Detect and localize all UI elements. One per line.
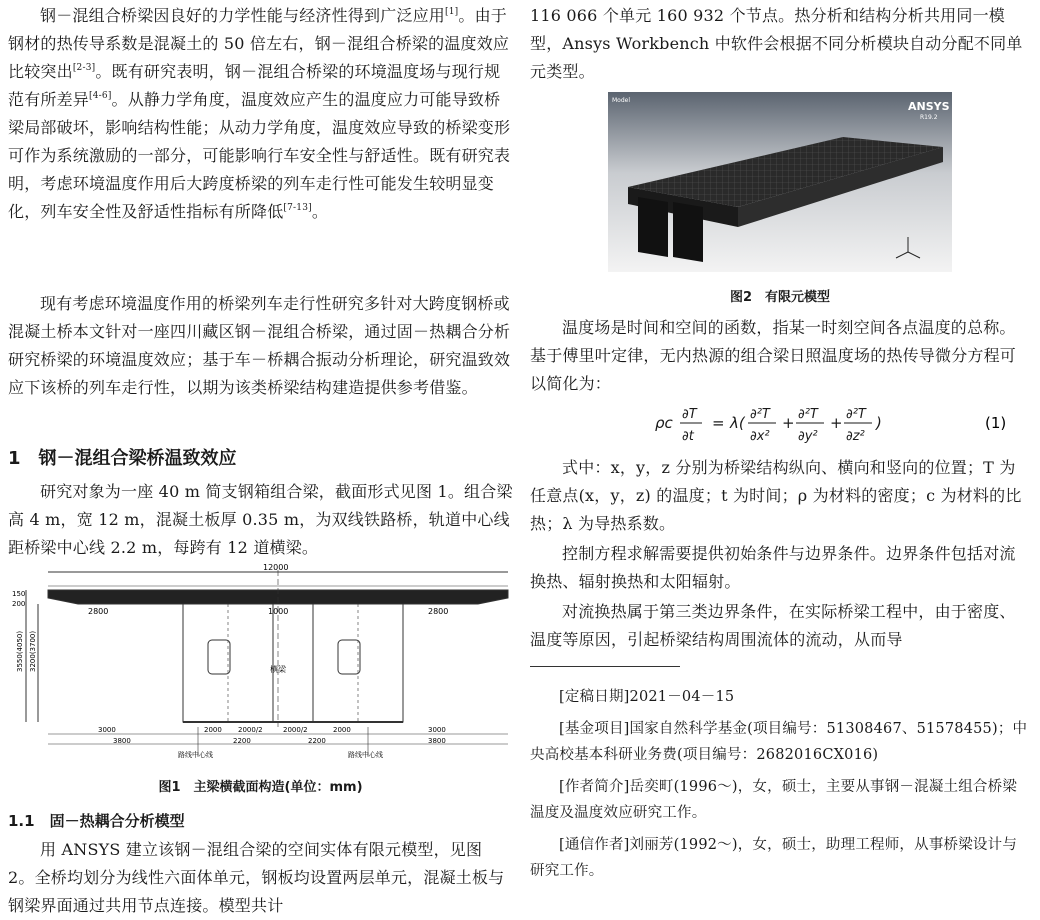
- figure-1-caption: 图1 主梁横截面构造(单位：mm): [158, 780, 363, 795]
- convection-paragraph: 对流换热属于第三类边界条件，在实际桥梁工程中，由于密度、温度等原因，引起桥梁结构周围流体的流动，从而导: [530, 602, 1016, 649]
- cross-section-drawing: [8, 562, 513, 762]
- dim-d2: 200: [12, 600, 26, 608]
- svg-text:=: =: [712, 414, 725, 432]
- svg-text:λ(: λ(: [730, 414, 745, 432]
- dim-top: 12000: [263, 563, 289, 572]
- svg-text:∂t: ∂t: [682, 429, 694, 444]
- conditions-paragraph: 控制方程求解需要提供初始条件与边界条件。边界条件包括对流换热、辐射换热和太阳辐射。: [530, 544, 1016, 591]
- footnote-rule: [530, 666, 680, 667]
- svg-text:∂T: ∂T: [682, 407, 697, 422]
- footnotes: [530, 684, 1030, 884]
- figure-2-caption: 图2 有限元模型: [729, 290, 831, 305]
- research-paragraph: 现有考虑环境温度作用的桥梁列车走行性研究多针对大跨度钢桥或混凝土桥本文针对一座四川藏区钢－混组合桥梁，通过固－热耦合分析研究桥梁的环境温度效应；基于车－桥耦合振动分析理论，研究温致效应下该桥的列车走行性，以期为该类桥梁结构建造提供参考借鉴。: [8, 294, 511, 397]
- intro-paragraph: 钢－混组合桥梁因良好的力学性能与经济性得到广泛应用[1]。由于钢材的热传导系数是混凝土的 50 倍左右，钢－混组合桥梁的温度效应比较突出[2-3]。既有研究表明，钢－混组合桥梁的环境温度场与现行规范有所差异[4-6]。从静力学角度，温度效应产生的温度应力可能导致桥梁局部破坏，影响结构性能；从动力学角度，温度效应导致的桥梁变形可作为系统激励的一部分，可能影响行车安全性与舒适性。既有研究表明，考虑环境温度作用后大跨度桥梁的列车走行性可能发生较明显变化，列车安全性及舒适性指标有所降低[7-13]。: [8, 6, 511, 221]
- svg-text:∂x²: ∂x²: [750, 429, 770, 444]
- model-paragraph: 用 ANSYS 建立该钢－混组合梁的空间实体有限元模型，见图 2。全桥均划分为线性六面体单元，钢板均设置两层单元，混凝土板与钢梁界面通过共用节点连接。模型共计: [8, 840, 505, 915]
- svg-text:∂y²: ∂y²: [798, 429, 818, 444]
- object-paragraph: 研究对象为一座 40 m 简支钢箱组合梁，截面形式见图 1。组合梁高 4 m，宽 12 m，混凝土板厚 0.35 m，为双线铁路桥，轨道中心线距桥梁中心线 2.2 m，每跨有 12 道横梁。: [8, 482, 513, 557]
- dim-c2: 2200: [233, 737, 251, 745]
- dim-b6: 3000: [428, 726, 446, 734]
- heat-equation: [530, 400, 1030, 450]
- footnote-correspondent: [通信作者]刘丽芳(1992～)，女，硕士，助理工程师，从事桥梁设计与研究工作。: [530, 837, 1018, 879]
- continued-paragraph: 116 066 个单元 160 932 个节点。热分析和结构分析共用同一模型，Ansys Workbench 中软件会根据不同分析模块自动分配不同单元类型。: [530, 6, 1023, 81]
- svg-text:∂²T: ∂²T: [798, 407, 818, 422]
- footnote-funding: [基金项目]国家自然科学基金(项目编号：51308467、51578455)；中央高校基本科研业务费(项目编号：2682016CX016): [530, 721, 1028, 763]
- dim-c3: 2200: [308, 737, 326, 745]
- footnote-date: [定稿日期]2021－04－15: [559, 689, 735, 705]
- dim-c4: 3800: [428, 737, 446, 745]
- crossbeam-label: 横梁: [270, 665, 286, 674]
- footnote-author: [作者简介]岳奕町(1996～)，女，硕士，主要从事钢－混凝土组合桥梁温度及温度效应研究工作。: [530, 779, 1018, 821]
- ansys-version: R19.2: [920, 114, 938, 121]
- dim-c1: 3800: [113, 737, 131, 745]
- svg-text:): ): [876, 414, 882, 432]
- svg-text:∂z²: ∂z²: [846, 429, 865, 444]
- dim-b5: 2000: [333, 726, 351, 734]
- dim-d1: 150: [12, 590, 26, 598]
- section-1-heading: 1 钢－混组合梁桥温致效应: [8, 448, 237, 469]
- model-tag: Model: [612, 97, 631, 104]
- dim-line2: 路线中心线: [348, 751, 383, 759]
- equation-number: (1): [985, 414, 1007, 432]
- dim-b2: 2000: [204, 726, 222, 734]
- figure-1: [8, 562, 513, 795]
- figure-2: [608, 92, 952, 276]
- dim-line1: 路线中心线: [178, 751, 213, 759]
- equation-1: [530, 400, 1030, 450]
- section-1-1-heading: 1.1 固－热耦合分析模型: [8, 812, 185, 830]
- svg-text:+: +: [830, 414, 843, 432]
- dim-b3: 2000/2: [238, 726, 263, 734]
- dim-h2: 3200(3700): [29, 630, 37, 672]
- dim-b4: 2000/2: [283, 726, 308, 734]
- temperature-field-paragraph: 温度场是时间和空间的函数，指某一时刻空间各点温度的总称。基于傅里叶定律，无内热源的组合梁日照温度场的热传导微分方程可以简化为：: [530, 318, 1017, 393]
- svg-text:∂²T: ∂²T: [846, 407, 866, 422]
- fe-model-render: [608, 92, 952, 272]
- svg-text:ρc: ρc: [655, 414, 673, 432]
- dim-b1: 3000: [98, 726, 116, 734]
- svg-text:+: +: [782, 414, 795, 432]
- dim-h1: 3550(4050): [16, 630, 24, 672]
- svg-text:∂²T: ∂²T: [750, 407, 770, 422]
- symbols-paragraph: 式中：x，y，z 分别为桥梁结构纵向、横向和竖向的位置；T 为任意点(x，y，z) 的温度；t 为时间；ρ 为材料的密度；c 为材料的比热；λ 为导热系数。: [530, 458, 1022, 533]
- ansys-logo: ANSYS: [908, 100, 950, 113]
- dim-w1: 2800: [88, 607, 109, 616]
- dim-w2: 1000: [268, 607, 289, 616]
- dim-w3: 2800: [428, 607, 449, 616]
